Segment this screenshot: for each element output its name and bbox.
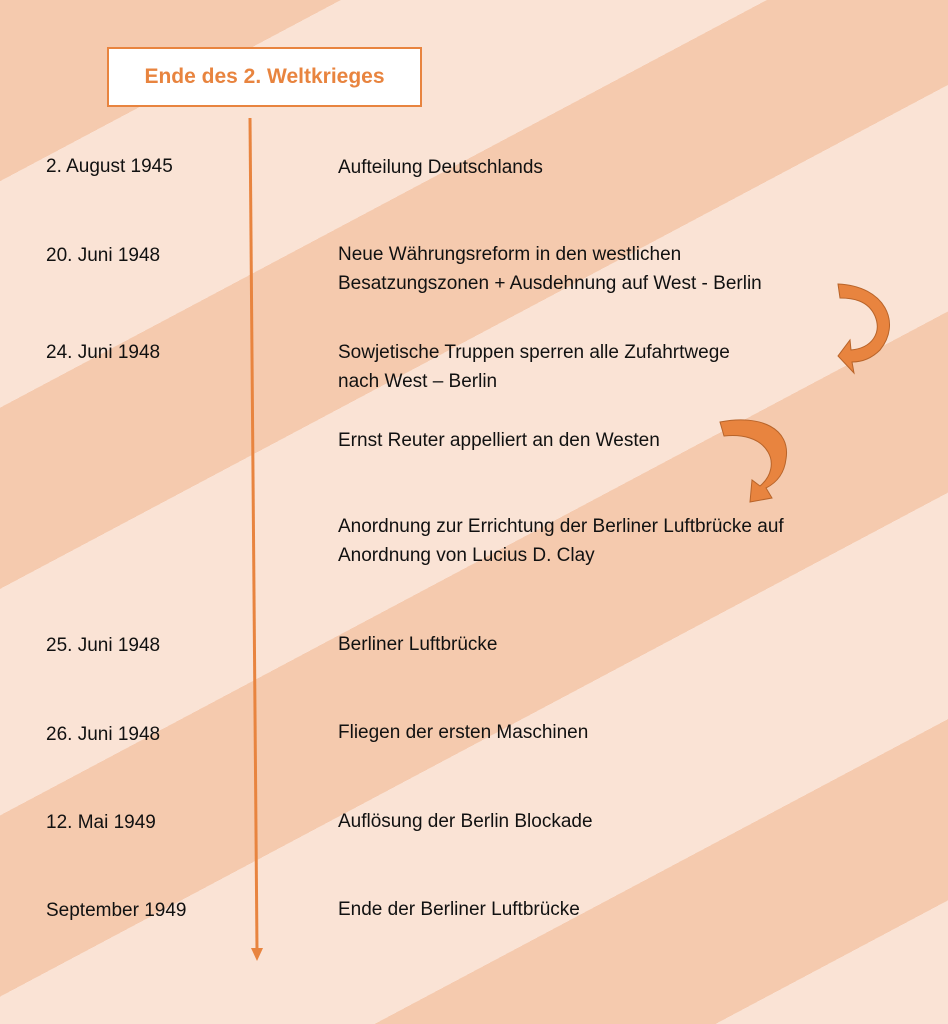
- curved-arrow-icon: [716, 414, 796, 509]
- event-text: Neue Währungsreform in den westlichen Besatzungszonen + Ausdehnung auf West - Berlin: [338, 244, 762, 294]
- date-label: 2. August 1945: [46, 156, 173, 177]
- date-label: 25. Juni 1948: [46, 635, 161, 656]
- event-text: Auflösung der Berlin Blockade: [338, 811, 593, 832]
- event-text: Sowjetische Truppen sperren alle Zufahrtwege nach West – Berlin: [338, 342, 730, 392]
- date-label: September 1949: [46, 900, 187, 921]
- event-text: Anordnung zur Errichtung der Berliner Luftbrücke auf Anordnung von Lucius D. Clay: [338, 516, 784, 566]
- date-label: 20. Juni 1948: [46, 245, 161, 266]
- date-label: 26. Juni 1948: [46, 724, 161, 745]
- timeline-title: Ende des 2. Weltkrieges: [144, 65, 385, 88]
- event-text: Ende der Berliner Luftbrücke: [338, 899, 580, 920]
- event-text: Ernst Reuter appelliert an den Westen: [338, 430, 660, 451]
- event-text: Aufteilung Deutschlands: [338, 157, 543, 178]
- event-text: Berliner Luftbrücke: [338, 634, 498, 655]
- date-label: 12. Mai 1949: [46, 812, 156, 833]
- curved-arrow-icon: [830, 278, 900, 383]
- event-text: Fliegen der ersten Maschinen: [338, 722, 589, 743]
- date-label: 24. Juni 1948: [46, 342, 161, 363]
